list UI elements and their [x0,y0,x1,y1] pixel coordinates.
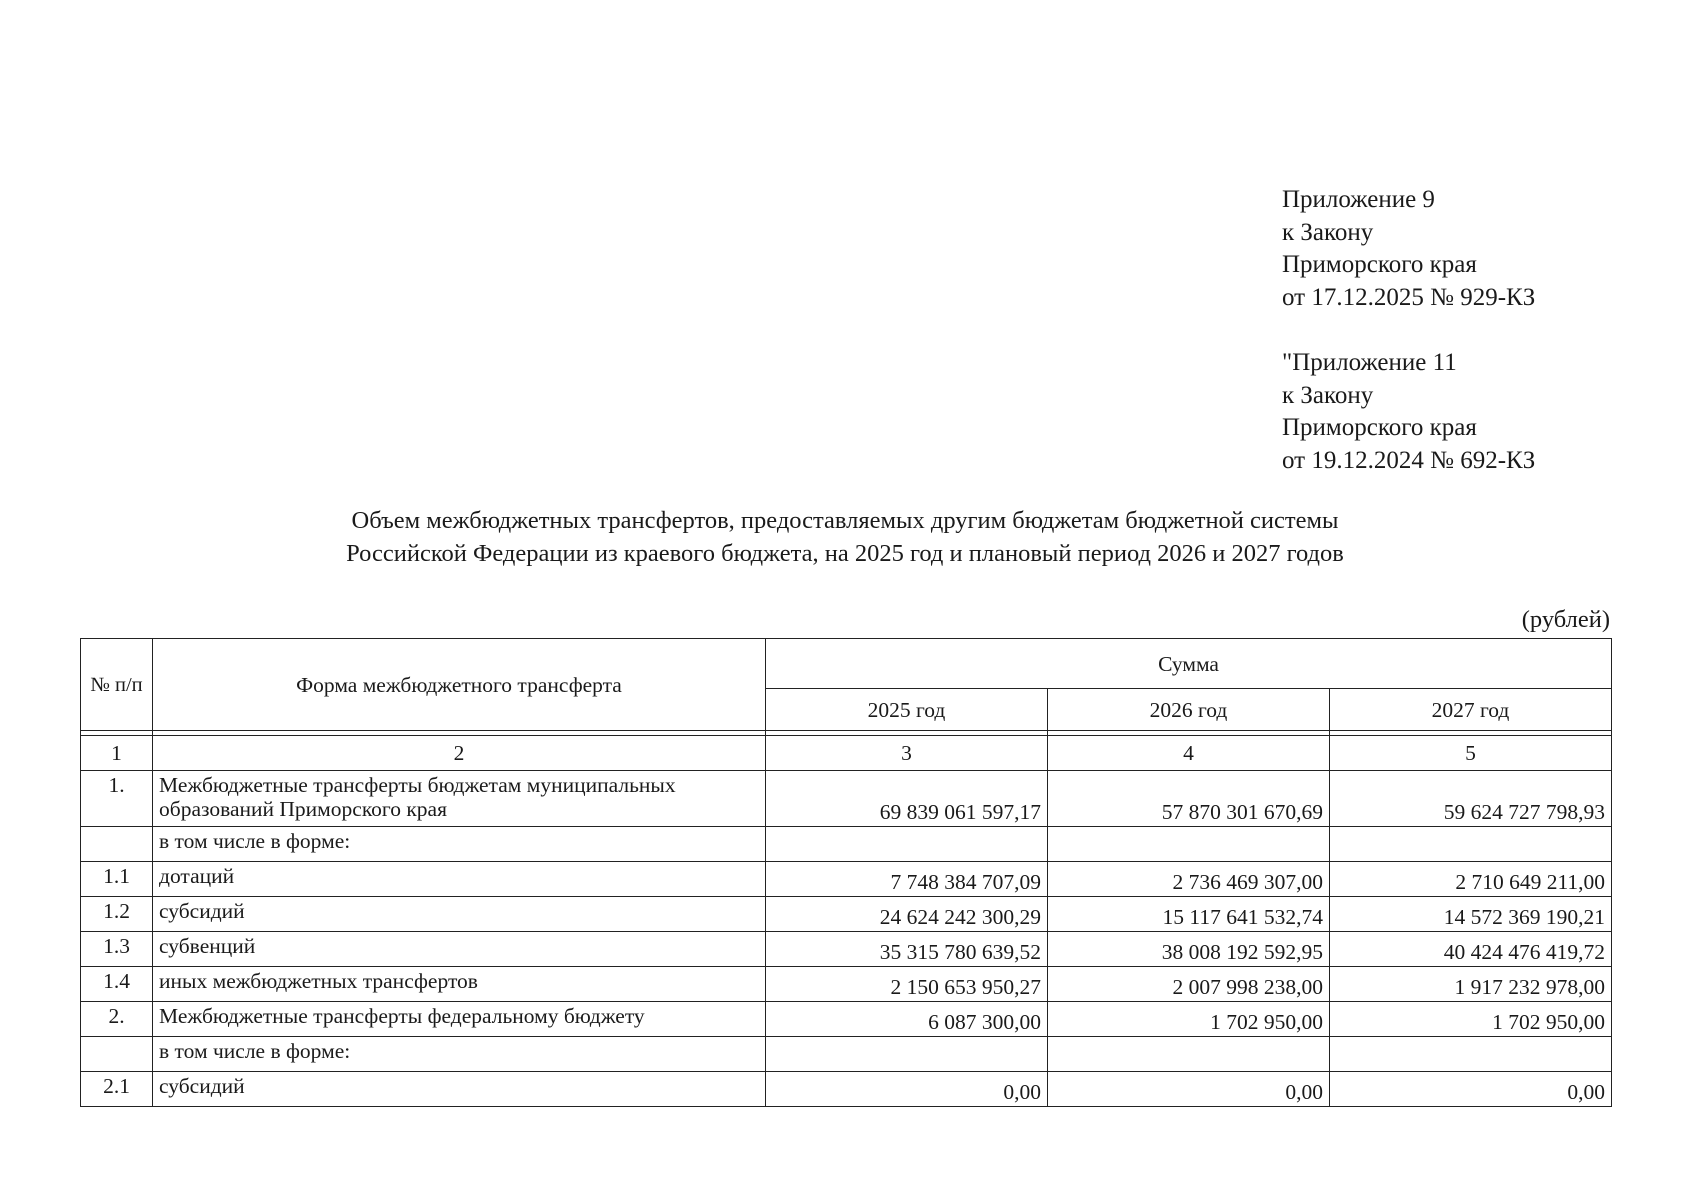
appendix-line: "Приложение 11 [1282,349,1457,376]
header-sum: Сумма [766,639,1612,689]
header-year-2026: 2026 год [1048,689,1330,731]
appendix-line: Приморского края [1282,251,1477,278]
row-value-2027: 0,00 [1330,1072,1612,1107]
row-label: Межбюджетные трансферты федеральному бюджету [153,1002,766,1037]
row-label: субвенций [153,932,766,967]
row-value-2026: 38 008 192 592,95 [1048,932,1330,967]
transfers-table [80,638,1612,1107]
table-row [81,967,1612,1002]
row-value-2026: 57 870 301 670,69 [1048,771,1330,827]
header-year-2027: 2027 год [1330,689,1612,731]
column-number: 4 [1048,736,1330,771]
row-value-2025 [766,827,1048,862]
row-num: 1.4 [81,967,153,1002]
row-value-2026: 2 736 469 307,00 [1048,862,1330,897]
appendix-line: к Закону [1282,218,1374,246]
appendix-line: Приложение 9 [1282,186,1435,213]
row-label: дотаций [153,862,766,897]
header-row [81,639,1612,689]
row-value-2027: 1 917 232 978,00 [1330,967,1612,1002]
column-number: 2 [153,736,766,771]
table-row [81,932,1612,967]
row-num: 1. [81,771,153,827]
row-value-2025: 6 087 300,00 [766,1002,1048,1037]
row-value-2025: 69 839 061 597,17 [766,771,1048,827]
table-row [81,771,1612,827]
row-num: 1.2 [81,897,153,932]
appendix-line: от 17.12.2025 № 929-КЗ [1282,283,1536,311]
appendix-amended-header [1282,347,1662,477]
row-label: иных межбюджетных трансфертов [153,967,766,1002]
row-value-2027: 59 624 727 798,93 [1330,771,1612,827]
table-row [81,1037,1612,1072]
row-label: субсидий [153,897,766,932]
row-num: 1.1 [81,862,153,897]
column-number: 5 [1330,736,1612,771]
row-value-2027: 14 572 369 190,21 [1330,897,1612,932]
row-value-2027: 40 424 476 419,72 [1330,932,1612,967]
title-line-2: Российской Федерации из краевого бюджета, на 2025 год и плановый период 2026 и 2027 годов [346,539,1344,567]
row-value-2027 [1330,1037,1612,1072]
header-year-2025: 2025 год [766,689,1048,731]
row-value-2026: 2 007 998 238,00 [1048,967,1330,1002]
appendix-current-header [1282,184,1662,314]
row-value-2025 [766,1037,1048,1072]
row-value-2027: 1 702 950,00 [1330,1002,1612,1037]
row-num: 2. [81,1002,153,1037]
table-row [81,897,1612,932]
document-title [150,505,1540,570]
row-value-2026: 0,00 [1048,1072,1330,1107]
appendix-line: к Закону [1282,381,1374,409]
column-numbers-row [81,736,1612,771]
row-value-2025: 7 748 384 707,09 [766,862,1048,897]
row-label: в том числе в форме: [153,1037,766,1072]
header-form: Форма межбюджетного трансферта [153,639,766,731]
row-value-2026 [1048,827,1330,862]
column-number: 1 [81,736,153,771]
row-num [81,827,153,862]
row-value-2027 [1330,827,1612,862]
row-num: 2.1 [81,1072,153,1107]
table-row [81,1002,1612,1037]
row-value-2026: 15 117 641 532,74 [1048,897,1330,932]
row-num: 1.3 [81,932,153,967]
row-label: Межбюджетные трансферты бюджетам муниципальных образований Приморского края [153,771,766,827]
header-num: № п/п [81,639,153,731]
units-label: (рублей) [1521,606,1610,633]
row-num [81,1037,153,1072]
row-value-2025: 0,00 [766,1072,1048,1107]
row-value-2025: 24 624 242 300,29 [766,897,1048,932]
table-row [81,827,1612,862]
row-value-2025: 2 150 653 950,27 [766,967,1048,1002]
row-label: субсидий [153,1072,766,1107]
row-value-2027: 2 710 649 211,00 [1330,862,1612,897]
table-row [81,1072,1612,1107]
title-line-1: Объем межбюджетных трансфертов, предоставляемых другим бюджетам бюджетной системы [351,507,1339,534]
appendix-line: от 19.12.2024 № 692-КЗ [1282,446,1536,474]
row-value-2026: 1 702 950,00 [1048,1002,1330,1037]
row-value-2026 [1048,1037,1330,1072]
row-value-2025: 35 315 780 639,52 [766,932,1048,967]
appendix-line: Приморского края [1282,414,1477,441]
table-row [81,862,1612,897]
column-number: 3 [766,736,1048,771]
row-label: в том числе в форме: [153,827,766,862]
